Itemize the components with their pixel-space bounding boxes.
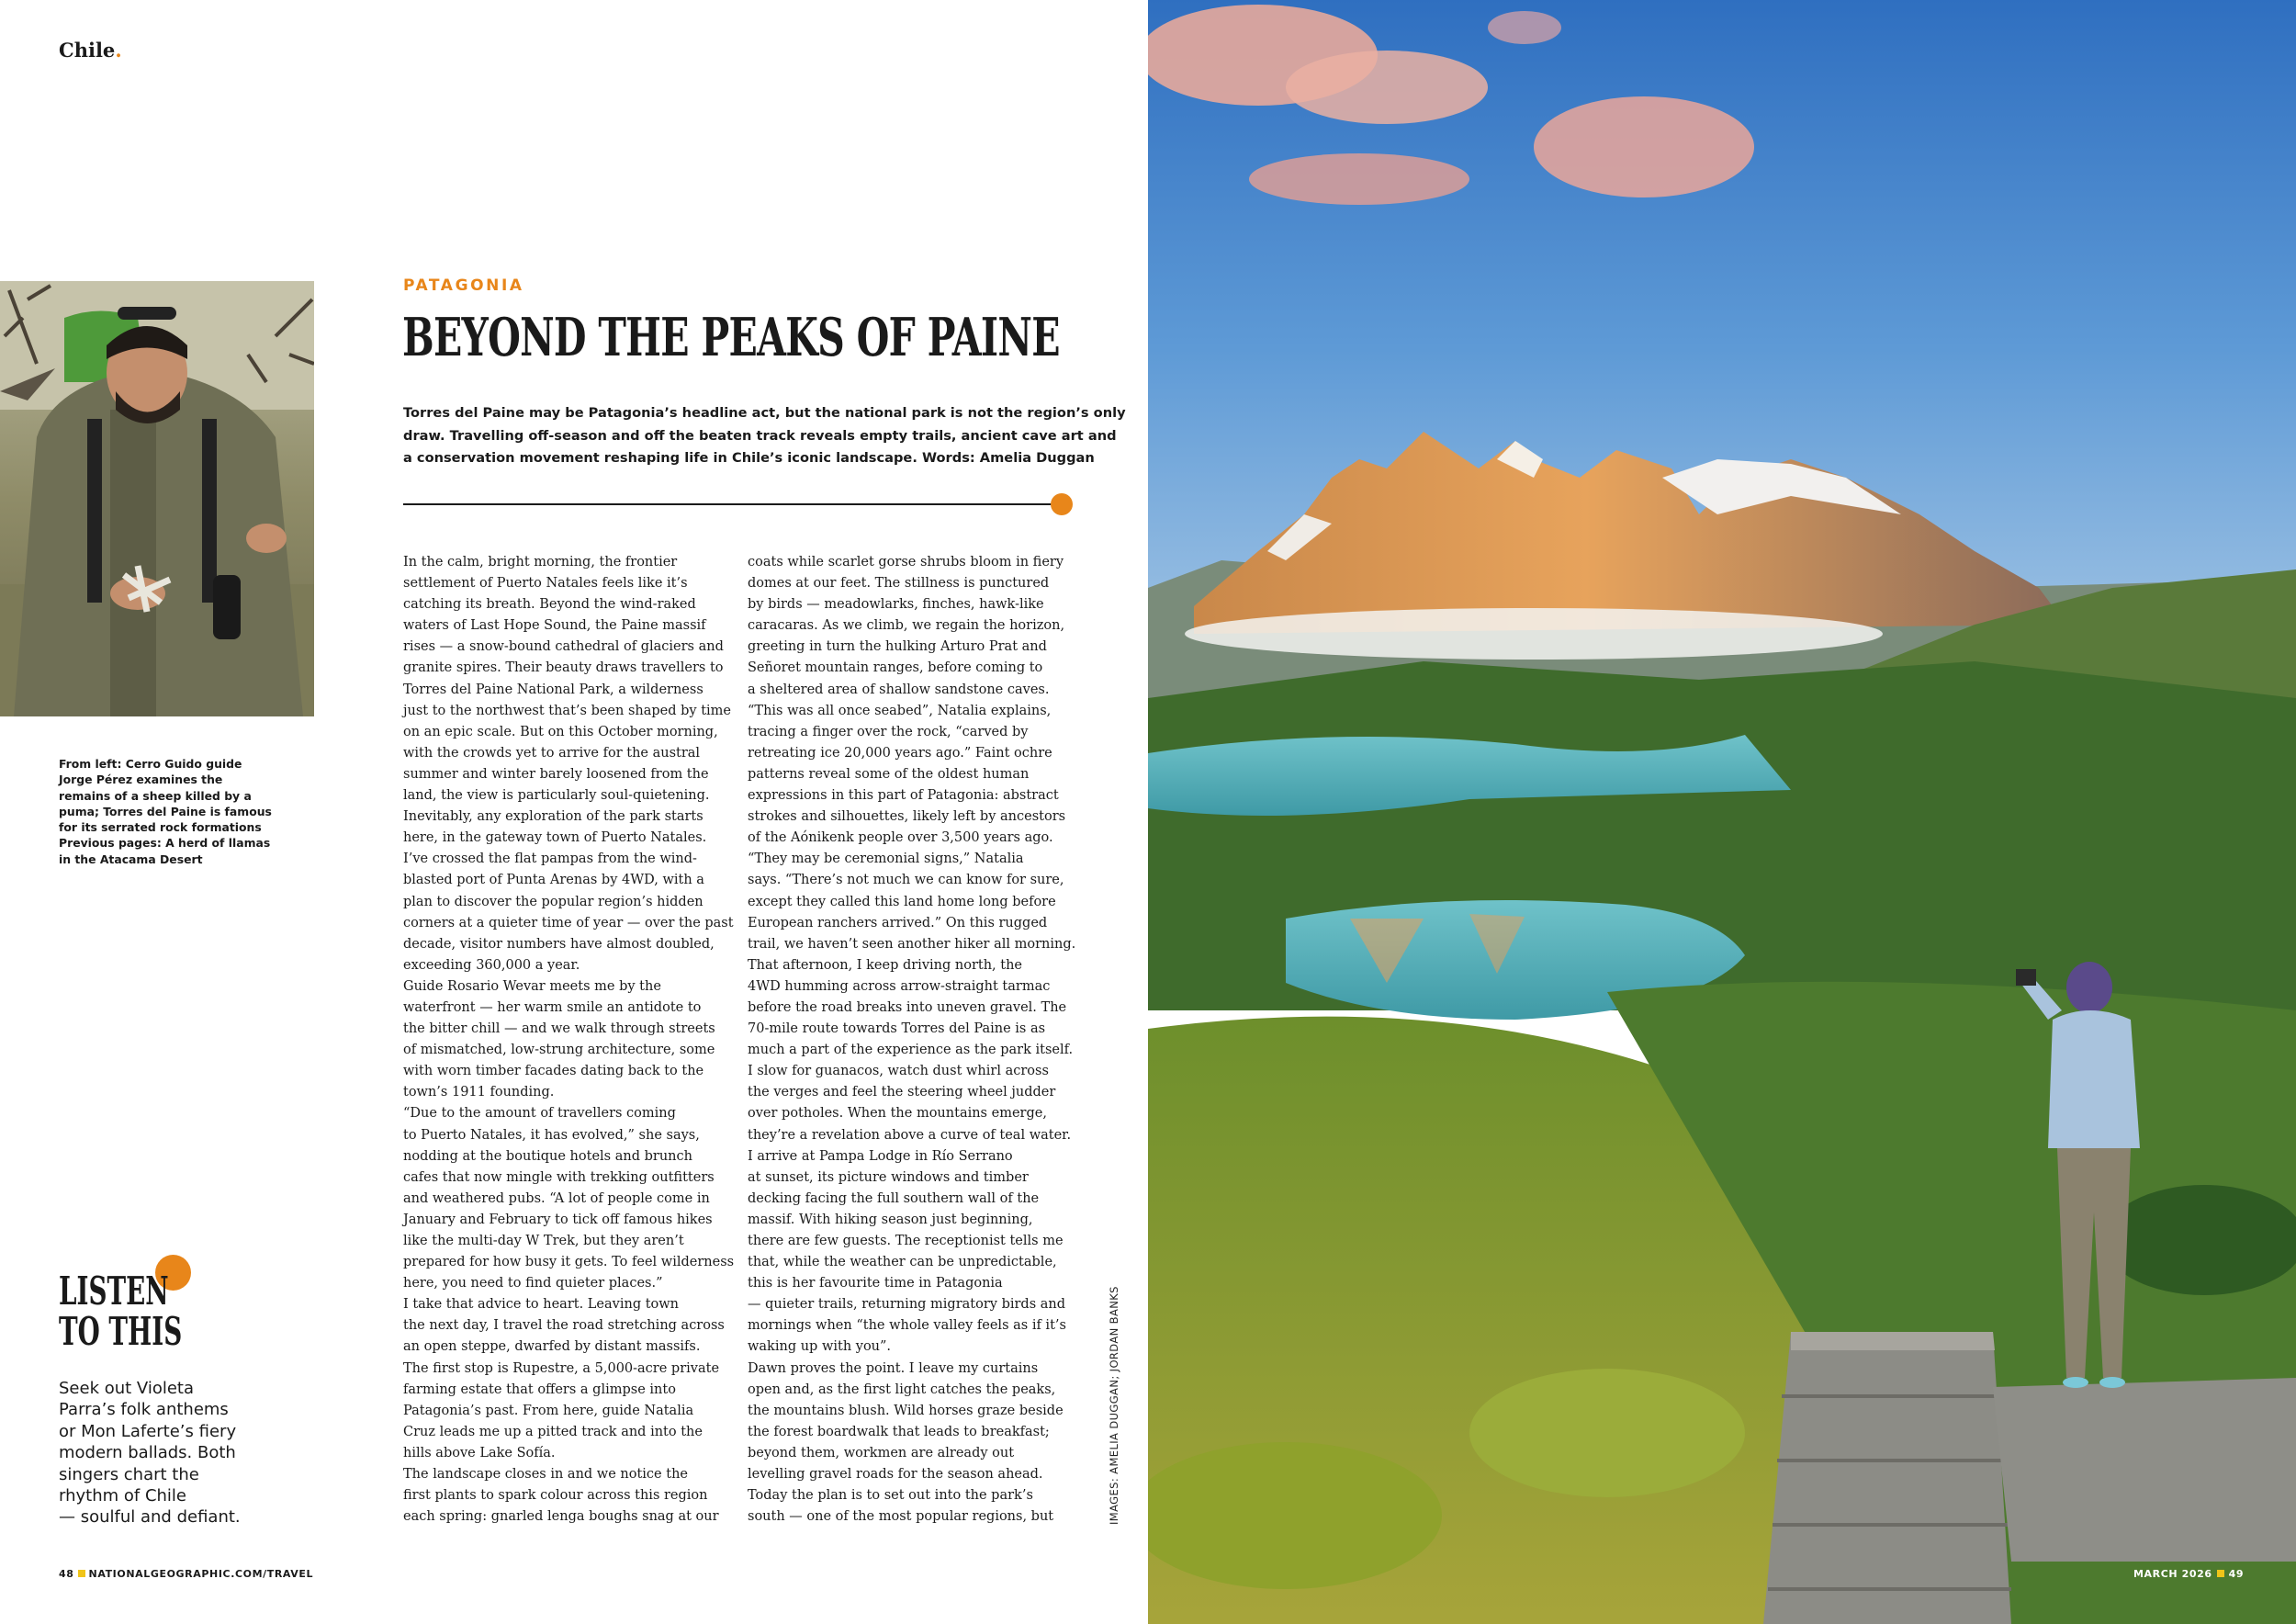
body-line: hills above Lake Sofía. (403, 1445, 556, 1460)
body-line: Cruz leads me up a pitted track and into the (403, 1424, 703, 1439)
body-line: patterns reveal some of the oldest human (748, 766, 1030, 782)
body-line: with worn timber facades dating back to the (403, 1064, 704, 1079)
listen-line: Seek out Violeta (59, 1379, 195, 1398)
body-line: European ranchers arrived.” On this rugged (748, 915, 1048, 930)
body-line: says. “There’s not much we can know for sure, (748, 873, 1064, 888)
body-line: January and February to tick off famous hikes (403, 1212, 713, 1227)
caption-line: Previous pages: A herd of llamas (59, 836, 271, 851)
body-line: waters of Last Hope Sound, the Paine massif (403, 618, 706, 634)
body-line: greeting in turn the hulking Arturo Prat and (748, 639, 1047, 655)
body-line: levelling gravel roads for the season ahead. (748, 1467, 1043, 1483)
body-column-2 (748, 552, 1075, 1528)
body-line: over potholes. When the mountains emerge, (748, 1106, 1047, 1122)
body-line: a sheltered area of shallow sandstone caves. (748, 682, 1050, 697)
body-line: there are few guests. The receptionist tells me (748, 1234, 1064, 1248)
body-line: That afternoon, I keep driving north, the (748, 957, 1023, 973)
body-line: 70-mile route towards Torres del Paine is as (748, 1021, 1046, 1037)
body-line: here, in the gateway town of Puerto Natales. (403, 830, 707, 846)
standfirst-line: a conservation movement reshaping life in Chile’s iconic landscape. Words: Amelia Duggan (403, 450, 1095, 466)
article-standfirst (403, 402, 1126, 470)
caption-line: for its serrated rock formations (59, 820, 262, 835)
body-line: Señoret mountain ranges, before coming to (748, 660, 1043, 676)
body-line: before the road breaks into uneven gravel. The (748, 999, 1067, 1015)
body-line: first plants to spark colour across this region (403, 1488, 708, 1504)
body-line: beyond them, workmen are already out (748, 1445, 1015, 1460)
body-line: I’ve crossed the flat pampas from the wind- (403, 851, 697, 867)
body-line: the next day, I travel the road stretching across (403, 1318, 725, 1334)
body-line: — quieter trails, returning migratory birds and (748, 1297, 1066, 1313)
listen-line: modern ballads. Both (59, 1443, 236, 1463)
listen-line: rhythm of Chile (59, 1486, 186, 1506)
article-kicker: PATAGONIA (403, 276, 524, 295)
folio-square-icon (78, 1570, 85, 1577)
listen-title-line: TO THIS (59, 1309, 183, 1354)
website-url: NATIONALGEOGRAPHIC.COM/TRAVEL (88, 1568, 314, 1580)
body-line: on an epic scale. But on this October morning, (403, 724, 718, 739)
divider-dot (1051, 493, 1073, 515)
body-line: “Due to the amount of travellers coming (403, 1106, 676, 1122)
body-line: town’s 1911 founding. (403, 1085, 555, 1100)
body-line: granite spires. Their beauty draws travellers to (403, 660, 724, 676)
page-number-right: 49 (2228, 1568, 2245, 1580)
body-line: the verges and feel the steering wheel judder (748, 1085, 1056, 1100)
body-line: domes at our feet. The stillness is punctured (748, 576, 1050, 592)
body-line: rises — a snow-bound cathedral of glaciers and (403, 639, 724, 655)
body-line: with the crowds yet to arrive for the austral (403, 745, 701, 761)
photo-credit: IMAGES: AMELIA DUGGAN; JORDAN BANKS (1108, 1286, 1120, 1525)
caption-line: puma; Torres del Paine is famous (59, 804, 272, 818)
body-line: to Puerto Natales, it has evolved,” she says, (403, 1127, 700, 1143)
caption-line: in the Atacama Desert (59, 851, 203, 866)
body-line: by birds — meadowlarks, finches, hawk-like (748, 597, 1044, 613)
body-line: In the calm, bright morning, the frontier (403, 555, 678, 570)
body-line: Dawn proves the point. I leave my curtains (748, 1360, 1039, 1376)
body-line: except they called this land home long before (748, 894, 1056, 909)
body-line: they’re a revelation above a curve of teal water. (748, 1127, 1072, 1143)
body-line: like the multi-day W Trek, but they aren’t (403, 1234, 684, 1248)
body-line: of the Aónikenk people over 3,500 years ago. (748, 830, 1053, 846)
listen-title-line: LISTEN (59, 1269, 169, 1314)
body-line: expressions in this part of Patagonia: abstract (748, 788, 1059, 804)
body-line: trail, we haven’t seen another hiker all morning. (748, 936, 1076, 952)
body-line: this is her favourite time in Patagonia (748, 1276, 1003, 1291)
listen-line: or Mon Laferte’s fiery (59, 1421, 237, 1441)
body-line: and weathered pubs. “A lot of people come in (403, 1190, 710, 1206)
body-line: prepared for how busy it gets. To feel wilderness (403, 1255, 735, 1270)
body-line: waterfront — her warm smile an antidote to (403, 999, 702, 1015)
caption-line: Jorge Pérez examines the (59, 773, 223, 787)
body-column-1 (403, 552, 734, 1528)
body-line: I take that advice to heart. Leaving town (403, 1297, 680, 1313)
body-line: The landscape closes in and we notice the (403, 1467, 688, 1483)
body-line: farming estate that offers a glimpse into (403, 1382, 676, 1397)
listen-line: singers chart the (59, 1464, 199, 1484)
body-line: much a part of the experience as the park itself. (748, 1043, 1074, 1058)
body-line: at sunset, its picture windows and timber (748, 1169, 1029, 1185)
body-line: here, you need to find quieter places.” (403, 1276, 663, 1291)
caption-line: From left: Cerro Guido guide (59, 757, 242, 771)
folio-left (59, 1568, 313, 1580)
body-line: the bitter chill — and we walk through streets (403, 1021, 715, 1037)
body-line: corners at a quieter time of year — over the past (403, 915, 734, 930)
body-line: Patagonia’s past. From here, guide Natalia (403, 1403, 694, 1418)
body-line: I slow for guanacos, watch dust whirl across (748, 1064, 1049, 1079)
standfirst-line: draw. Travelling off-season and off the beaten track reveals empty trails, ancient cave art and (403, 427, 1117, 444)
landscape-photo (1148, 0, 2296, 1624)
body-line: each spring: gnarled lenga boughs snag at our (403, 1509, 719, 1525)
body-line: settlement of Puerto Natales feels like it’s (403, 576, 688, 592)
body-line: exceeding 360,000 a year. (403, 957, 580, 973)
body-line: catching its breath. Beyond the wind-raked (403, 597, 696, 613)
body-line: open and, as the first light catches the peaks, (748, 1382, 1056, 1397)
section-tag (59, 39, 122, 62)
listen-body (59, 1378, 241, 1528)
photo-caption (59, 756, 272, 867)
guide-photo (0, 281, 314, 716)
body-line: retreating ice 20,000 years ago.” Faint ochre (748, 745, 1052, 761)
body-line: that, while the weather can be unpredictable, (748, 1255, 1057, 1270)
caption-line: remains of a sheep killed by a (59, 788, 252, 803)
body-line: the mountains blush. Wild horses graze beside (748, 1403, 1064, 1418)
article-headline: BEYOND THE PEAKS OF PAINE (402, 307, 1060, 368)
body-line: coats while scarlet gorse shrubs bloom in fiery (748, 555, 1064, 570)
body-line: south — one of the most popular regions, but (748, 1509, 1054, 1525)
standfirst-line: Torres del Paine may be Patagonia’s headline act, but the national park is not the region’s only (403, 405, 1126, 421)
body-line: land, the view is particularly soul-quietening. (403, 788, 710, 804)
body-line: 4WD humming across arrow-straight tarmac (748, 978, 1051, 994)
section-name: Chile (59, 39, 116, 62)
folio-square-icon (2217, 1570, 2224, 1577)
page-number-left: 48 (59, 1568, 74, 1580)
body-line: Torres del Paine National Park, a wilderness (403, 682, 703, 697)
divider-rule (403, 503, 1062, 505)
listen-title (59, 1271, 182, 1352)
body-line: summer and winter barely loosened from the (403, 766, 709, 782)
body-line: an open steppe, dwarfed by distant massifs. (403, 1339, 701, 1355)
body-line: strokes and silhouettes, likely left by ancestors (748, 809, 1066, 825)
body-line: of mismatched, low-strung architecture, some (403, 1043, 715, 1058)
body-line: I arrive at Pampa Lodge in Río Serrano (748, 1148, 1013, 1164)
body-line: nodding at the boutique hotels and brunch (403, 1148, 692, 1164)
section-dot: . (115, 39, 122, 62)
body-line: massif. With hiking season just beginning, (748, 1212, 1033, 1227)
body-line: Today the plan is to set out into the park’s (748, 1488, 1033, 1504)
body-line: tracing a finger over the rock, “carved by (748, 724, 1029, 739)
body-line: The first stop is Rupestre, a 5,000-acre private (403, 1360, 720, 1376)
body-line: Guide Rosario Wevar meets me by the (403, 978, 661, 994)
listen-line: — soulful and defiant. (59, 1507, 241, 1528)
body-line: plan to discover the popular region’s hidden (403, 894, 703, 909)
body-line: the forest boardwalk that leads to breakfast; (748, 1424, 1050, 1439)
body-line: Inevitably, any exploration of the park starts (403, 809, 703, 825)
body-line: caracaras. As we climb, we regain the horizon, (748, 618, 1065, 634)
issue-date: MARCH 2026 (2133, 1568, 2212, 1580)
body-line: waking up with you”. (748, 1339, 892, 1355)
body-line: “This was all once seabed”, Natalia explains, (748, 703, 1052, 718)
body-line: blasted port of Punta Arenas by 4WD, with a (403, 873, 704, 888)
body-line: decade, visitor numbers have almost doubled, (403, 936, 715, 952)
body-line: “They may be ceremonial signs,” Natalia (748, 851, 1024, 867)
folio-right (2133, 1568, 2244, 1580)
body-line: just to the northwest that’s been shaped by time (403, 703, 732, 718)
body-line: decking facing the full southern wall of the (748, 1190, 1040, 1206)
listen-line: Parra’s folk anthems (59, 1400, 229, 1420)
body-line: mornings when “the whole valley feels as if it’s (748, 1318, 1066, 1334)
body-line: cafes that now mingle with trekking outfitters (403, 1169, 715, 1185)
